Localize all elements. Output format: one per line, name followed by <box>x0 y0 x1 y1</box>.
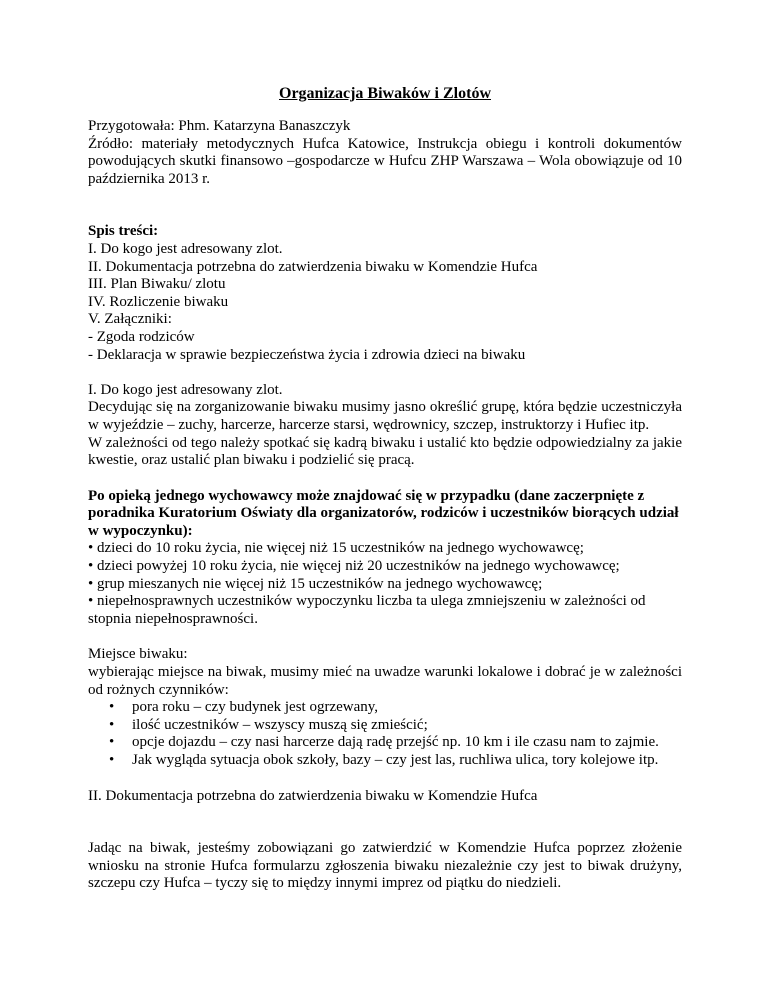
section-1-paragraph: W zależności od tego należy spotkać się kadrą biwaku i ustalić kto będzie odpowiedzialny za jakie kwestie, oraz ustalić plan biwaku i podzielić się pracą. <box>88 434 682 469</box>
spacer <box>88 770 682 788</box>
section-1-paragraph: Decydując się na zorganizowanie biwaku musimy jasno określić grupę, która będzie uczestniczyła w wyjeździe – zuchy, harcerze, harcerze starsi, wędrownicy, szczep, instruktorzy i Hufiec itp. <box>88 399 682 433</box>
section-1-heading: I. Do kogo jest adresowany zlot. <box>88 381 283 398</box>
table-of-contents <box>88 223 682 364</box>
spacer <box>88 805 682 840</box>
toc-item: III. Plan Biwaku/ zlotu <box>88 276 226 293</box>
toc-item: IV. Rozliczenie biwaku <box>88 293 229 310</box>
care-heading: Po opieką jednego wychowawcy może znajdować się w przypadku (dane zaczerpnięte z poradnika Kuratorium Oświaty dla organizatorów, rodziców i uczestników biorących udział w wypoczynku): <box>88 487 679 539</box>
author-line: Przygotowała: Phm. Katarzyna Banaszczyk <box>88 118 351 134</box>
toc-item: - Zgoda rodziców <box>88 328 195 345</box>
list-item: • opcje dojazdu – czy nasi harcerze dają radę przejść np. 10 km i ile czasu nam to zajmie. <box>132 734 682 752</box>
list-item: • ilość uczestników – wszyscy muszą się zmieścić; <box>132 717 682 735</box>
place-heading: Miejsce biwaku: <box>88 646 188 663</box>
care-line: • niepełnosprawnych uczestników wypoczynku liczba ta ulega zmniejszeniu w zależności od stopnia niepełnosprawności. <box>88 593 646 627</box>
toc-item: - Deklaracja w sprawie bezpieczeństwa życia i zdrowia dzieci na biwaku <box>88 346 526 363</box>
toc-item: II. Dokumentacja potrzebna do zatwierdzenia biwaku w Komendzie Hufca <box>88 258 538 275</box>
section-2-heading: II. Dokumentacja potrzebna do zatwierdzenia biwaku w Komendzie Hufca <box>88 787 538 804</box>
toc-item: V. Załączniki: <box>88 311 172 328</box>
care-section <box>88 488 682 629</box>
place-section <box>88 646 682 769</box>
source-paragraph: Źródło: materiały metodycznych Hufca Katowice, Instrukcja obiegu i kontroli dokumentów powodujących skutki finansowo –gospodarcze w Hufcu ZHP Warszawa – Wola obowiązuje od 10 października 2013 r. <box>88 135 682 187</box>
document-title: Organizacja Biwaków i Zlotów <box>279 85 491 102</box>
place-bullet-list <box>88 699 682 769</box>
toc-heading: Spis treści: <box>88 223 159 240</box>
spacer <box>88 188 682 223</box>
toc-item: I. Do kogo jest adresowany zlot. <box>88 240 283 257</box>
section-2-paragraph: Jadąc na biwak, jesteśmy zobowiązani go zatwierdzić w Komendzie Hufca poprzez złożenie wniosku na stronie Hufca formularzu zgłoszenia biwaku niezależnie czy jest to biwak drużyny, szczepu czy Hufca – tyczy się to między innymi imprez od piątku do niedzieli. <box>88 840 682 892</box>
place-intro: wybierając miejsce na biwak, musimy mieć na uwadze warunki lokalowe i dobrać je w zależności od rożnych czynników: <box>88 664 682 698</box>
section-2 <box>88 788 682 893</box>
document-page <box>88 84 682 893</box>
list-item: • pora roku – czy budynek jest ogrzewany, <box>132 699 682 717</box>
spacer <box>88 628 682 646</box>
list-item: • Jak wygląda sytuacja obok szkoły, bazy – czy jest las, ruchliwa ulica, tory kolejowe itp. <box>132 752 682 770</box>
care-line: • grup mieszanych nie więcej niż 15 uczestników na jednego wychowawcę; <box>88 575 543 592</box>
care-line: • dzieci powyżej 10 roku życia, nie więcej niż 20 uczestników na jednego wychowawcę; <box>88 558 620 575</box>
section-1 <box>88 382 682 470</box>
spacer <box>88 470 682 488</box>
spacer <box>88 364 682 382</box>
care-line: • dzieci do 10 roku życia, nie więcej niż 15 uczestników na jednego wychowawcę; <box>88 540 584 557</box>
